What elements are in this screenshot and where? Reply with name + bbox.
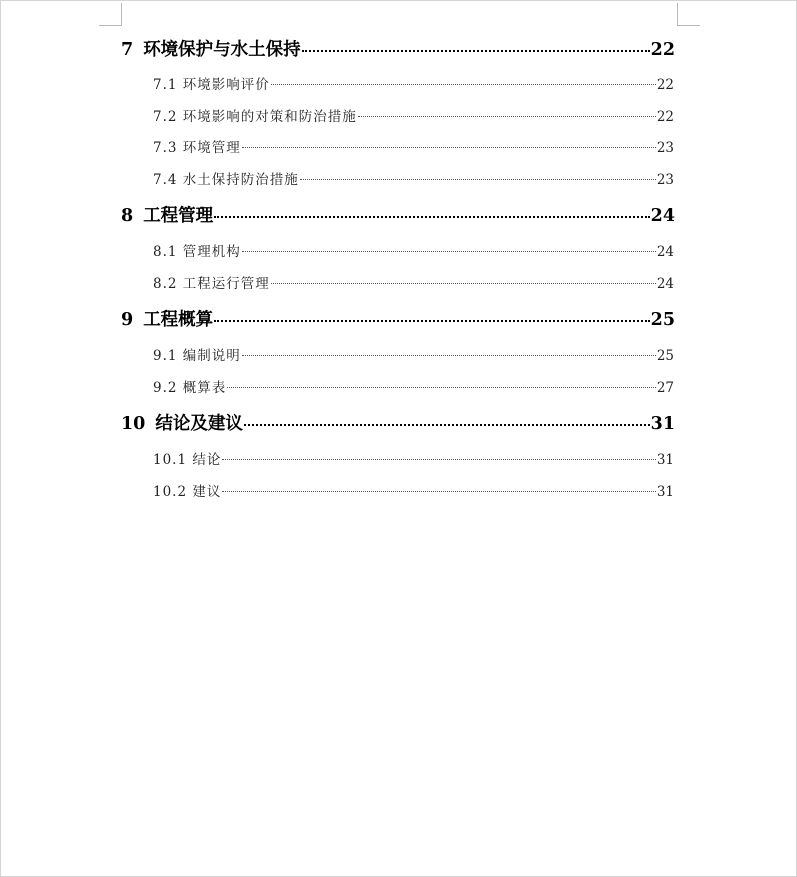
- section-label: 8.2 工程运行管理: [153, 276, 270, 292]
- page-number: 23: [656, 172, 674, 188]
- page-number: 22: [656, 77, 674, 93]
- page-number: 22: [650, 40, 675, 60]
- chapter-title: 工程管理: [143, 206, 214, 226]
- dot-leader: [271, 283, 656, 284]
- toc-chapter-10[interactable]: [121, 410, 675, 435]
- page-number: 31: [656, 452, 674, 468]
- toc-section-10-1[interactable]: [153, 448, 674, 468]
- toc-section-7-3[interactable]: [153, 136, 674, 156]
- section-label: 7.3 环境管理: [153, 140, 241, 156]
- margin-corner-mark-left: [99, 3, 122, 26]
- page-number: 25: [650, 310, 675, 330]
- page-number: 22: [656, 109, 674, 125]
- toc-section-9-2[interactable]: [153, 376, 674, 396]
- dot-leader: [358, 116, 656, 117]
- toc-section-7-4[interactable]: [153, 168, 674, 188]
- toc-section-7-2[interactable]: [153, 105, 674, 125]
- toc-chapter-9[interactable]: [121, 306, 675, 331]
- page-number: 24: [656, 276, 674, 292]
- section-label: 8.1 管理机构: [153, 244, 241, 260]
- dot-leader: [227, 387, 656, 388]
- dot-leader: [271, 84, 656, 85]
- toc-section-10-2[interactable]: [153, 480, 674, 500]
- dot-leader: [244, 424, 650, 426]
- page-number: 27: [656, 380, 674, 396]
- page-number: 31: [656, 484, 674, 500]
- toc-section-7-1[interactable]: [153, 73, 674, 93]
- page-number: 24: [650, 206, 675, 226]
- section-label: 9.1 编制说明: [153, 348, 241, 364]
- page-number: 31: [650, 414, 675, 434]
- section-label: 10.2 建议: [153, 484, 222, 500]
- toc-section-8-1[interactable]: [153, 240, 674, 260]
- chapter-number: 9: [121, 310, 134, 330]
- chapter-number: 7: [121, 40, 134, 60]
- section-label: 7.2 环境影响的对策和防治措施: [153, 109, 357, 125]
- margin-corner-mark-right: [677, 3, 700, 26]
- chapter-title: 环境保护与水土保持: [143, 40, 301, 60]
- page-number: 23: [656, 140, 674, 156]
- page-number: 24: [656, 244, 674, 260]
- chapter-title: 结论及建议: [155, 414, 243, 434]
- chapter-number: 8: [121, 206, 134, 226]
- toc-chapter-8[interactable]: [121, 202, 675, 227]
- dot-leader: [242, 355, 656, 356]
- section-label: 7.1 环境影响评价: [153, 77, 270, 93]
- toc-section-9-1[interactable]: [153, 344, 674, 364]
- page-number: 25: [656, 348, 674, 364]
- dot-leader: [214, 320, 649, 322]
- dot-leader: [222, 491, 655, 492]
- dot-leader: [214, 216, 649, 218]
- toc-section-8-2[interactable]: [153, 272, 674, 292]
- dot-leader: [242, 147, 656, 148]
- dot-leader: [222, 459, 655, 460]
- dot-leader: [242, 251, 656, 252]
- section-label: 7.4 水土保持防治措施: [153, 172, 299, 188]
- section-label: 10.1 结论: [153, 452, 222, 468]
- dot-leader: [302, 50, 650, 52]
- chapter-title: 工程概算: [143, 310, 214, 330]
- toc-chapter-7[interactable]: [121, 36, 675, 61]
- chapter-number: 10: [121, 414, 146, 434]
- dot-leader: [300, 179, 656, 180]
- section-label: 9.2 概算表: [153, 380, 227, 396]
